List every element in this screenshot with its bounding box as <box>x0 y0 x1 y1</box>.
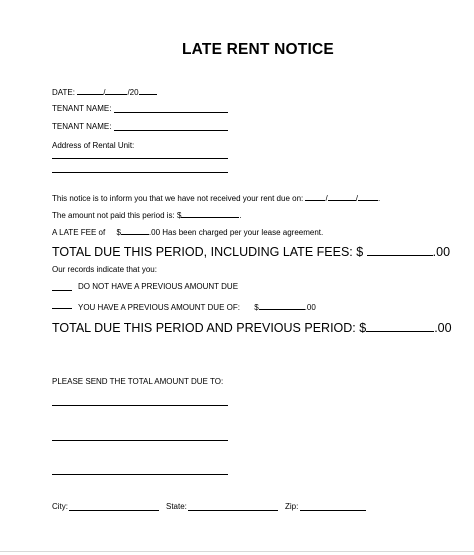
amount-not-paid-field[interactable] <box>181 209 242 220</box>
late-fee-field[interactable] <box>121 226 149 235</box>
previous-due-dollar: $ <box>254 303 259 312</box>
page-title: LATE RENT NOTICE <box>182 41 334 58</box>
send-to-line-1[interactable] <box>52 405 228 406</box>
city-label: City: <box>52 502 68 511</box>
page-bottom-border <box>0 551 474 552</box>
date-year-field[interactable] <box>139 86 157 95</box>
total-late-fees-label: TOTAL DUE THIS PERIOD, INCLUDING LATE FEES: $ <box>52 245 364 259</box>
date-year-prefix: /20 <box>127 88 139 97</box>
previous-due-row <box>78 301 316 312</box>
date-day-field[interactable] <box>105 86 127 95</box>
records-text: Our records indicate that you: <box>52 265 157 274</box>
state-field[interactable] <box>188 510 278 511</box>
previous-due-cents: .00 <box>304 303 316 312</box>
amount-not-paid-row <box>52 209 242 220</box>
late-fee-row <box>52 226 323 237</box>
amount-not-paid-period: . <box>239 211 242 220</box>
total-late-fees-cents: .00 <box>432 245 451 259</box>
date-separator: / <box>103 88 106 97</box>
date-row <box>52 86 157 97</box>
notice-row <box>52 192 380 203</box>
tenant-name-field-2[interactable] <box>114 130 228 131</box>
state-label: State: <box>166 502 187 511</box>
total-late-fees-row <box>52 244 450 259</box>
rent-due-month-field[interactable] <box>305 192 328 203</box>
date-month-field[interactable] <box>77 86 106 97</box>
address-line-2[interactable] <box>52 172 228 173</box>
no-previous-due-checkbox[interactable] <box>52 290 72 291</box>
city-field[interactable] <box>69 510 159 511</box>
zip-field[interactable] <box>300 510 366 511</box>
total-previous-row <box>52 320 452 335</box>
zip-label: Zip: <box>285 502 299 511</box>
send-to-line-3[interactable] <box>52 474 228 475</box>
tenant-name-label-1: TENANT NAME: <box>52 104 112 113</box>
rent-due-day-field[interactable] <box>328 192 356 201</box>
late-fee-suffix: .00 Has been charged per your lease agreement. <box>148 228 324 237</box>
notice-text: This notice is to inform you that we have not received your rent due on: <box>52 194 304 203</box>
total-late-fees-field[interactable] <box>367 244 433 256</box>
no-previous-due-label: DO NOT HAVE A PREVIOUS AMOUNT DUE <box>78 282 239 291</box>
previous-due-field[interactable] <box>259 301 305 310</box>
rent-due-year-field[interactable] <box>355 192 381 203</box>
previous-due-label: YOU HAVE A PREVIOUS AMOUNT DUE OF: <box>78 303 240 312</box>
total-previous-cents: .00 <box>434 321 452 335</box>
send-to-label: PLEASE SEND THE TOTAL AMOUNT DUE TO: <box>52 377 224 386</box>
late-fee-label: A LATE FEE of <box>52 228 106 237</box>
notice-separator-1: / <box>325 194 328 203</box>
address-line-1[interactable] <box>52 158 228 159</box>
previous-due-checkbox[interactable] <box>52 308 72 309</box>
tenant-name-label-2: TENANT NAME: <box>52 122 112 131</box>
send-to-line-2[interactable] <box>52 440 228 441</box>
tenant-name-field-1[interactable] <box>114 112 228 113</box>
late-fee-dollar: $ <box>116 228 121 237</box>
amount-not-paid-label: The amount not paid this period is: $ <box>52 211 182 220</box>
total-previous-field[interactable] <box>366 320 434 332</box>
address-label: Address of Rental Unit: <box>52 141 135 150</box>
date-label: DATE: <box>52 88 75 97</box>
notice-period: . <box>377 194 381 203</box>
total-previous-label: TOTAL DUE THIS PERIOD AND PREVIOUS PERIOD: $ <box>52 321 367 335</box>
notice-separator-2: / <box>355 194 358 203</box>
